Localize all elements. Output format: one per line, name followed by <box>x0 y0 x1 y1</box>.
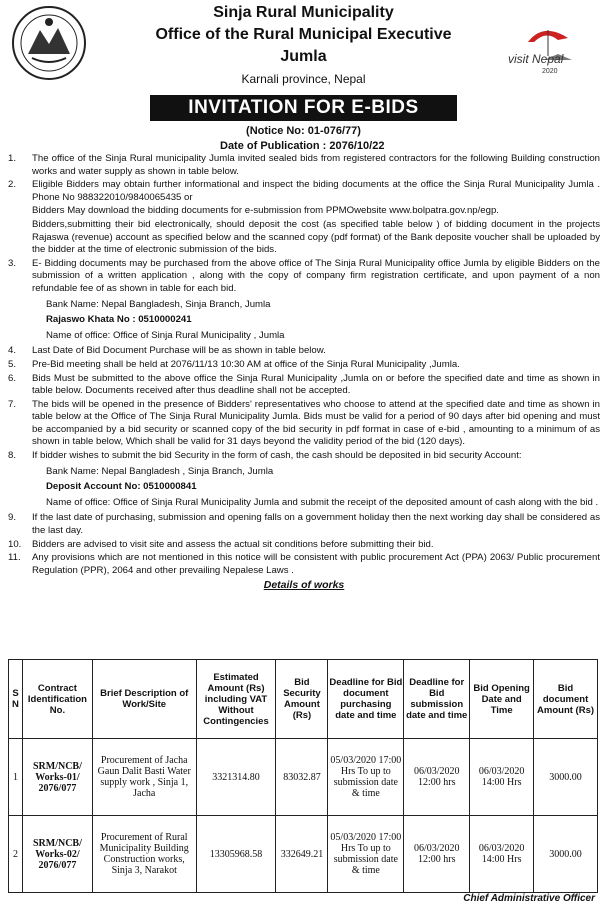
list-item: 6. Bids Must be submitted to the above office the Sinja Rural Municipality ,Jumla on or before the specified date and time as shown in table below. Documents received after thus deadline shall not be accepted. <box>8 372 600 397</box>
header-cell: Bid Opening Date and Time <box>470 660 534 739</box>
list-item: 5. Pre-Bid meeting shall be held at 2076/11/13 10:30 AM at office of the Sinja Rural Municipality ,Jumla. <box>8 358 460 370</box>
header-cell: S N <box>9 660 23 739</box>
invitation-banner: INVITATION FOR E-BIDS <box>150 95 457 121</box>
table-row <box>9 816 598 893</box>
header-cell: Bid document Amount (Rs) <box>534 660 598 739</box>
table-cell: Procurement of Rural Municipality Building Construction works, Sinja 3, Narakot <box>92 816 196 893</box>
header-cell: Bid Security Amount (Rs) <box>276 660 328 739</box>
logo-text: visit Nepal <box>508 52 564 66</box>
header-cell: Deadline for Bid submission date and time <box>404 660 470 739</box>
header-cell: Contract Identification No. <box>22 660 92 739</box>
table-cell: 1 <box>9 739 23 816</box>
table-row <box>9 739 598 816</box>
table-cell: 83032.87 <box>276 739 328 816</box>
notice-number: (Notice No: 01-076/77) <box>246 125 361 137</box>
table-cell: 3321314.80 <box>196 739 276 816</box>
list-item: 7. The bids will be opened in the presence of Bidders' representatives who choose to attend at the specified date and time as shown in table below at the Office of The Sinja Rural Municipality Jumla. Bids must be valid for a period of 90 days after bid opening and must be accompanied by a bid security or scanned copy of the bid security in pdf format in case of e-bid , amounting to a minimum of as shown in table below, Which shall be valid for 31 days beyond the validity period of the bid (120 days). <box>8 398 600 448</box>
bank-name: Bank Name: Nepal Bangladesh, Sinja Branch, Jumla <box>46 298 271 310</box>
header-cell: Deadline for Bid document purchasing date and time <box>328 660 404 739</box>
table-cell: 06/03/2020 12:00 hrs <box>404 739 470 816</box>
table-cell: 3000.00 <box>534 739 598 816</box>
details-title: Details of works <box>263 579 345 592</box>
works-table <box>8 659 598 893</box>
logo-year: 2020 <box>542 68 558 75</box>
list-item: 3. E- Bidding documents may be purchased from the above office of The Sinja Rural Municipality office Jumla by eligible Bidders on the submission of a written application , along with the copy of company firm registration certificate, and upon payment of a non refundable fee of as shown in table for each bid. <box>8 257 600 294</box>
table-cell: 06/03/2020 14:00 Hrs <box>470 816 534 893</box>
table-cell: Procurement of Jacha Gaun Dalit Basti Water supply work , Sinja 1, Jacha <box>92 739 196 816</box>
table-cell: SRM/NCB/ Works-02/ 2076/077 <box>22 816 92 893</box>
list-item: 10. Bidders are advised to visit site and assess the actual sit conditions before submitting their bid. <box>8 538 434 550</box>
table-cell: 05/03/2020 17:00 Hrs To up to submission date & time <box>328 816 404 893</box>
district-name: Jumla <box>280 48 327 65</box>
publication-date: Date of Publication : 2076/10/22 <box>220 140 385 152</box>
bank-name-2: Bank Name: Nepal Bangladesh , Sinja Branch, Jumla <box>46 465 274 477</box>
office-name-2: Name of office: Office of Sinja Rural Municipality Jumla and submit the receipt of the deposited amount of cash along with the bid . <box>46 496 599 508</box>
list-item: Bidders,submitting their bid electronically, should deposit the cost (as specified table below ) of bidding document in the projects Rajaswa (revenue) account as specified below and the scanned copy (pdf format) of the Bank deposite voucher shall be uploaded by the bidder at the time of electronic submission of the bids. <box>32 218 600 256</box>
province: Karnali province, Nepal <box>241 72 366 86</box>
table-cell: 13305968.58 <box>196 816 276 893</box>
list-item: 8. If bidder wishes to submit the bid Security in the form of cash, the cash should be deposited in bid security Account: <box>8 450 522 462</box>
signatory: Chief Administrative Officer <box>463 893 595 904</box>
list-item: 1. The office of the Sinja Rural municipality Jumla invited sealed bids from registered contractors for the following Building construction works and water supply as shown in table below. <box>8 153 600 177</box>
table-header-row <box>9 660 598 739</box>
notice-body <box>8 153 600 592</box>
table-cell: 06/03/2020 12:00 hrs <box>404 816 470 893</box>
visit-nepal-logo <box>498 20 598 82</box>
office-name: Office of the Rural Municipal Executive <box>155 26 452 43</box>
list-item: Bidders May download the bidding documents for e-submission from PPMOwebsite www.bolpatra.gov.np/egp. <box>32 205 499 217</box>
list-item: 11. Any provisions which are not mentioned in this notice will be consistent with public procurement Act (PPA) 2063/ Public procurement Regulation (PPR), 2064 and other prevailing Nepalese Laws . <box>8 552 600 576</box>
deposit-account: Deposit Account No: 0510000841 <box>46 481 197 493</box>
office-name-1: Name of office: Office of Sinja Rural Municipality , Jumla <box>46 329 285 341</box>
list-item: 9. If the last date of purchasing, submission and opening falls on a government holiday then the next working day shall be considered as the last day. <box>8 512 600 537</box>
list-item: 4. Last Date of Bid Document Purchase will be as shown in table below. <box>8 345 326 357</box>
table-cell: 332649.21 <box>276 816 328 893</box>
municipality-name: Sinja Rural Municipality <box>213 4 394 21</box>
table-cell: 05/03/2020 17:00 Hrs To up to submission date & time <box>328 739 404 816</box>
rajaswo-account: Rajaswo Khata No : 0510000241 <box>46 314 192 326</box>
table-cell: 2 <box>9 816 23 893</box>
header-cell: Estimated Amount (Rs) including VAT Without Contingencies <box>196 660 276 739</box>
table-cell: 06/03/2020 14:00 Hrs <box>470 739 534 816</box>
table-cell: SRM/NCB/ Works-01/ 2076/077 <box>22 739 92 816</box>
list-item: 2. Eligible Bidders may obtain further informational and inspect the biding documents at the office the Sinja Rural Municipality Jumla . Phone No 988322010/9840065435 or <box>8 179 600 203</box>
table-cell: 3000.00 <box>534 816 598 893</box>
header-cell: Brief Description of Work/Site <box>92 660 196 739</box>
